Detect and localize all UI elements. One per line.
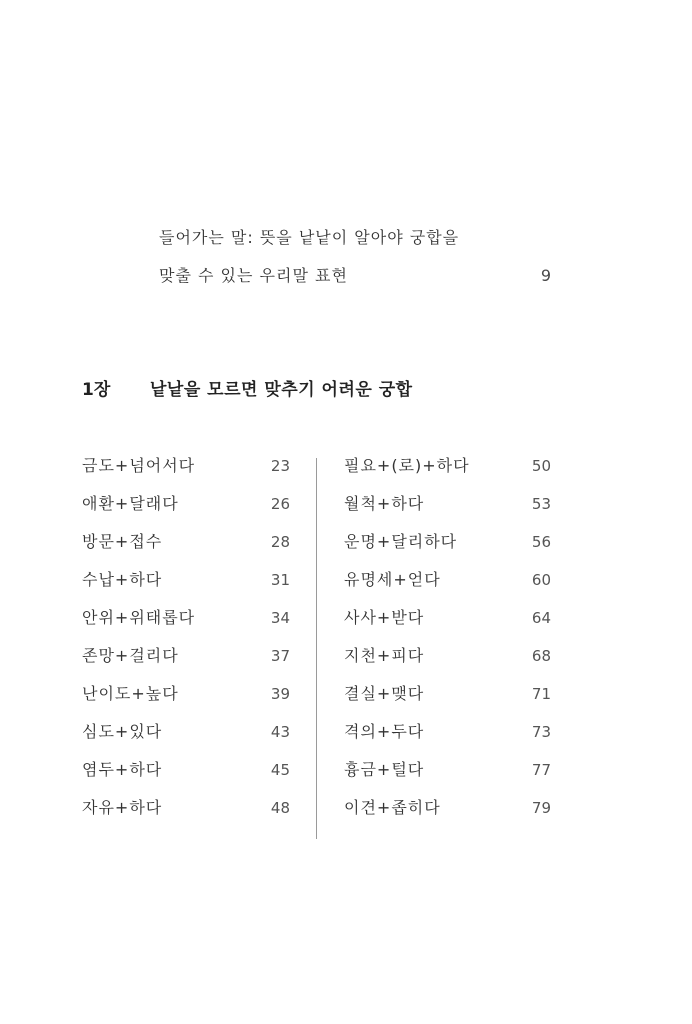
toc-entry-title: 격의+두다 [344,722,425,741]
toc-entry[interactable] [344,569,551,607]
toc-entry[interactable] [344,455,551,493]
toc-entry[interactable] [82,607,290,645]
toc-entry-title: 존망+걸리다 [82,646,179,665]
toc-entry[interactable] [82,683,290,721]
toc-entry-title: 수납+하다 [82,570,163,589]
toc-entry-title: 결실+맺다 [344,684,425,703]
toc-entry-page: 45 [270,761,290,779]
toc-entry[interactable] [82,531,290,569]
toc-entry[interactable] [344,531,551,569]
toc-entry-title: 흉금+털다 [344,760,425,779]
toc-entry[interactable] [344,759,551,797]
toc-entry[interactable] [82,645,290,683]
toc-entry-title: 지천+피다 [344,646,425,665]
toc-entry-page: 73 [531,723,551,741]
intro-title-part-1: 들어가는 말: 뜻을 낱낱이 알아야 궁합을 [159,228,460,247]
toc-entry-page: 48 [270,799,290,817]
toc-entry[interactable] [82,797,290,835]
toc-entry[interactable] [82,569,290,607]
toc-entry-page: 23 [270,457,290,475]
toc-entry-page: 53 [531,495,551,513]
toc-entry[interactable] [82,721,290,759]
toc-entry-page: 56 [531,533,551,551]
toc-entry[interactable] [344,721,551,759]
toc-entry-title: 난이도+높다 [82,684,179,703]
toc-entry-page: 64 [531,609,551,627]
toc-entry[interactable] [344,683,551,721]
toc-entry-title: 금도+넘어서다 [82,456,196,475]
column-divider [316,458,317,839]
toc-entry-page: 39 [270,685,290,703]
toc-entry-page: 68 [531,647,551,665]
toc-entry-page: 60 [531,571,551,589]
toc-entry-title: 자유+하다 [82,798,163,817]
toc-entry-page: 43 [270,723,290,741]
toc-entry-page: 37 [270,647,290,665]
toc-entry-page: 77 [531,761,551,779]
toc-entry-title: 염두+하다 [82,760,163,779]
toc-entry-page: 31 [270,571,290,589]
toc-entry-page: 71 [531,685,551,703]
chapter-title: 낱낱을 모르면 맞추기 어려운 궁합 [150,380,413,400]
toc-entry-title: 운명+달리하다 [344,532,458,551]
toc-entry-page: 26 [270,495,290,513]
toc-entry-title: 월척+하다 [344,494,425,513]
toc-entry-title: 심도+있다 [82,722,163,741]
toc-entry[interactable] [82,455,290,493]
toc-entry-title: 이견+좁히다 [344,798,441,817]
toc-entry[interactable] [82,493,290,531]
toc-entry-title: 유명세+얻다 [344,570,441,589]
toc-entry-page: 28 [270,533,290,551]
chapter-number: 1장 [82,380,111,400]
toc-entry-title: 애환+달래다 [82,494,179,513]
toc-entry[interactable] [344,797,551,835]
toc-entry-page: 79 [531,799,551,817]
toc-entry-title: 안위+위태롭다 [82,608,196,627]
toc-entry-title: 방문+접수 [82,532,163,551]
toc-entry-page: 50 [531,457,551,475]
intro-title-part-2: 맞출 수 있는 우리말 표현 [159,266,348,285]
toc-entry[interactable] [82,759,290,797]
toc-entry[interactable] [344,645,551,683]
toc-entry[interactable] [344,607,551,645]
toc-entry-title: 사사+받다 [344,608,425,627]
intro-line-2[interactable] [159,266,551,286]
intro-line-1[interactable] [159,228,551,248]
toc-column-right [344,455,551,835]
toc-entry-title: 필요+(로)+하다 [344,456,470,475]
intro-page-number: 9 [540,266,551,285]
toc-entry[interactable] [344,493,551,531]
toc-entry-page: 34 [270,609,290,627]
toc-column-left [82,455,290,835]
